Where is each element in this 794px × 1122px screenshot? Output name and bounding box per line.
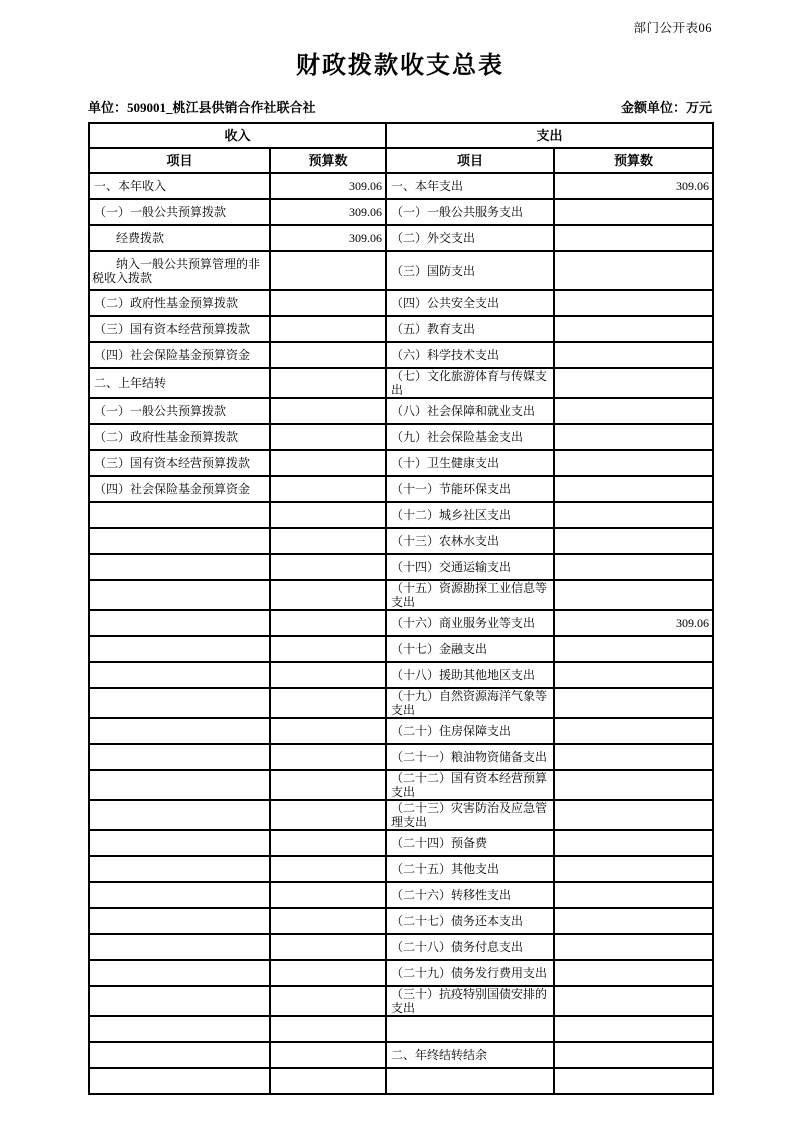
expense-value-cell [554, 718, 713, 744]
expense-value-cell [554, 316, 713, 342]
income-item-cell [89, 744, 270, 770]
income-value-cell [270, 986, 386, 1016]
income-value-cell: 309.06 [270, 173, 386, 199]
table-row [89, 744, 713, 770]
income-item-cell [89, 934, 270, 960]
group-header-row [89, 123, 713, 148]
expense-item-cell: （九）社会保险基金支出 [386, 424, 554, 450]
table-row [89, 251, 713, 290]
income-item-cell [89, 908, 270, 934]
table-row [89, 718, 713, 744]
expense-value-cell [554, 398, 713, 424]
income-item-cell: （三）国有资本经营预算拨款 [89, 450, 270, 476]
col-header-expense-budget: 预算数 [554, 148, 713, 173]
expense-value-cell [554, 856, 713, 882]
expense-value-cell [554, 830, 713, 856]
budget-table [88, 122, 714, 1095]
table-row [89, 476, 713, 502]
expense-value-cell [554, 934, 713, 960]
expense-value-cell [554, 744, 713, 770]
income-value-cell [270, 476, 386, 502]
income-value-cell: 309.06 [270, 225, 386, 251]
expense-value-cell [554, 199, 713, 225]
income-item-cell: （四）社会保险基金预算资金 [89, 342, 270, 368]
expense-item-cell: （二十二）国有资本经营预算支出 [386, 770, 554, 800]
income-item-cell [89, 770, 270, 800]
expense-item-cell: （二十八）债务付息支出 [386, 934, 554, 960]
income-value-cell [270, 290, 386, 316]
income-item-cell [89, 800, 270, 830]
expense-item-cell: （二十三）灾害防治及应急管理支出 [386, 800, 554, 830]
income-value-cell [270, 316, 386, 342]
income-item-cell [89, 986, 270, 1016]
income-item-cell [89, 830, 270, 856]
expense-value-cell [554, 986, 713, 1016]
expense-value-cell [554, 502, 713, 528]
table-row [89, 986, 713, 1016]
table-row [89, 688, 713, 718]
expense-value-cell [554, 1016, 713, 1042]
col-header-income-item: 项目 [89, 148, 270, 173]
expense-value-cell [554, 450, 713, 476]
page-title: 财政拨款收支总表 [296, 53, 504, 79]
income-value-cell [270, 800, 386, 830]
income-item-cell [89, 688, 270, 718]
income-value-cell [270, 502, 386, 528]
expense-item-cell: （二十五）其他支出 [386, 856, 554, 882]
income-item-cell [89, 882, 270, 908]
income-item-cell: （二）政府性基金预算拨款 [89, 424, 270, 450]
expense-value-cell [554, 251, 713, 290]
expense-item-cell: （十七）金融支出 [386, 636, 554, 662]
expense-item-cell: （五）教育支出 [386, 316, 554, 342]
expense-item-cell: （十五）资源勘探工业信息等支出 [386, 580, 554, 610]
table-row [89, 225, 713, 251]
expense-item-cell: （十三）农林水支出 [386, 528, 554, 554]
expense-item-cell: （十二）城乡社区支出 [386, 502, 554, 528]
income-value-cell [270, 368, 386, 398]
income-item-cell: 一、本年收入 [89, 173, 270, 199]
income-value-cell [270, 580, 386, 610]
income-value-cell [270, 554, 386, 580]
income-value-cell [270, 1042, 386, 1068]
doc-number-label: 部门公开表06 [633, 21, 712, 35]
expense-value-cell [554, 908, 713, 934]
income-value-cell [270, 1068, 386, 1094]
income-item-cell [89, 610, 270, 636]
table-row [89, 368, 713, 398]
income-value-cell: 309.06 [270, 199, 386, 225]
income-item-cell: 纳入一般公共预算管理的非税收入拨款 [89, 251, 270, 290]
income-item-cell [89, 960, 270, 986]
income-value-cell [270, 424, 386, 450]
expense-item-cell: 二、年终结转结余 [386, 1042, 554, 1068]
expense-value-cell [554, 528, 713, 554]
table-row [89, 934, 713, 960]
table-row [89, 800, 713, 830]
expense-item-cell: （七）文化旅游体育与传媒支出 [386, 368, 554, 398]
table-row [89, 856, 713, 882]
income-value-cell [270, 688, 386, 718]
expense-item-cell: （二十）住房保障支出 [386, 718, 554, 744]
table-row [89, 908, 713, 934]
unit-label: 单位：509001_桃江县供销合作社联合社 [88, 100, 316, 115]
col-header-income-budget: 预算数 [270, 148, 386, 173]
income-value-cell [270, 662, 386, 688]
income-item-cell: （一）一般公共预算拨款 [89, 398, 270, 424]
expense-item-cell: （二十一）粮油物资储备支出 [386, 744, 554, 770]
income-item-cell: （二）政府性基金预算拨款 [89, 290, 270, 316]
expense-value-cell [554, 225, 713, 251]
table-header [89, 123, 713, 173]
expense-item-cell: （十八）援助其他地区支出 [386, 662, 554, 688]
income-value-cell [270, 770, 386, 800]
expense-value-cell [554, 636, 713, 662]
table-row [89, 830, 713, 856]
expense-item-cell: （十四）交通运输支出 [386, 554, 554, 580]
expense-item-cell [386, 1016, 554, 1042]
income-item-cell [89, 502, 270, 528]
table-row [89, 554, 713, 580]
income-item-cell [89, 718, 270, 744]
expense-value-cell [554, 1068, 713, 1094]
income-value-cell [270, 342, 386, 368]
table-row [89, 290, 713, 316]
expense-item-cell: （十六）商业服务业等支出 [386, 610, 554, 636]
income-value-cell [270, 251, 386, 290]
expense-value-cell [554, 554, 713, 580]
income-item-cell [89, 580, 270, 610]
expense-item-cell: （十）卫生健康支出 [386, 450, 554, 476]
amount-unit-label: 金额单位：万元 [620, 100, 712, 115]
expense-value-cell [554, 368, 713, 398]
income-item-cell [89, 554, 270, 580]
expense-item-cell: （二）外交支出 [386, 225, 554, 251]
income-item-cell [89, 856, 270, 882]
table-row [89, 1016, 713, 1042]
income-item-cell: （三）国有资本经营预算拨款 [89, 316, 270, 342]
income-value-cell [270, 450, 386, 476]
expense-item-cell: （一）一般公共服务支出 [386, 199, 554, 225]
expense-value-cell [554, 770, 713, 800]
income-value-cell [270, 908, 386, 934]
income-value-cell [270, 1016, 386, 1042]
expense-item-cell: （二十六）转移性支出 [386, 882, 554, 908]
income-value-cell [270, 882, 386, 908]
expense-item-cell: （三十）抗疫特别国债安排的支出 [386, 986, 554, 1016]
income-item-cell: 经费拨款 [89, 225, 270, 251]
income-value-cell [270, 528, 386, 554]
table-row [89, 424, 713, 450]
income-item-cell [89, 1068, 270, 1094]
table-row [89, 316, 713, 342]
table-row [89, 960, 713, 986]
table-row [89, 1042, 713, 1068]
expense-value-cell [554, 580, 713, 610]
income-item-cell [89, 1042, 270, 1068]
expense-item-cell: （八）社会保障和就业支出 [386, 398, 554, 424]
table-row [89, 528, 713, 554]
table-row [89, 662, 713, 688]
income-value-cell [270, 636, 386, 662]
expense-item-cell: （十一）节能环保支出 [386, 476, 554, 502]
income-value-cell [270, 718, 386, 744]
column-header-row [89, 148, 713, 173]
table-row [89, 450, 713, 476]
col-header-expense-item: 项目 [386, 148, 554, 173]
expense-value-cell [554, 662, 713, 688]
income-value-cell [270, 398, 386, 424]
table-row [89, 580, 713, 610]
meta-row [88, 97, 712, 116]
expense-value-cell [554, 800, 713, 830]
income-value-cell [270, 856, 386, 882]
income-value-cell [270, 610, 386, 636]
group-header-income: 收入 [89, 123, 386, 148]
table-row [89, 770, 713, 800]
expense-value-cell: 309.06 [554, 610, 713, 636]
table-row [89, 173, 713, 199]
income-item-cell [89, 636, 270, 662]
income-item-cell [89, 1016, 270, 1042]
table-row [89, 1068, 713, 1094]
expense-item-cell: （六）科学技术支出 [386, 342, 554, 368]
table-row [89, 502, 713, 528]
expense-value-cell [554, 290, 713, 316]
income-item-cell [89, 528, 270, 554]
expense-value-cell [554, 476, 713, 502]
expense-value-cell: 309.06 [554, 173, 713, 199]
group-header-expense: 支出 [386, 123, 713, 148]
expense-item-cell [386, 1068, 554, 1094]
expense-item-cell: （二十七）债务还本支出 [386, 908, 554, 934]
expense-item-cell: （三）国防支出 [386, 251, 554, 290]
expense-value-cell [554, 882, 713, 908]
income-value-cell [270, 960, 386, 986]
expense-item-cell: （十九）自然资源海洋气象等支出 [386, 688, 554, 718]
income-item-cell [89, 662, 270, 688]
expense-value-cell [554, 960, 713, 986]
expense-item-cell: （二十九）债务发行费用支出 [386, 960, 554, 986]
income-value-cell [270, 830, 386, 856]
table-row [89, 610, 713, 636]
expense-value-cell [554, 342, 713, 368]
income-value-cell [270, 934, 386, 960]
expense-value-cell [554, 424, 713, 450]
expense-value-cell [554, 688, 713, 718]
table-row [89, 342, 713, 368]
expense-item-cell: 一、本年支出 [386, 173, 554, 199]
expense-item-cell: （二十四）预备费 [386, 830, 554, 856]
table-row [89, 882, 713, 908]
expense-item-cell: （四）公共安全支出 [386, 290, 554, 316]
income-item-cell: （四）社会保险基金预算资金 [89, 476, 270, 502]
income-item-cell: （一）一般公共预算拨款 [89, 199, 270, 225]
table-row [89, 199, 713, 225]
income-item-cell: 二、上年结转 [89, 368, 270, 398]
income-value-cell [270, 744, 386, 770]
table-row [89, 398, 713, 424]
table-row [89, 636, 713, 662]
table-body [89, 173, 713, 1094]
expense-value-cell [554, 1042, 713, 1068]
